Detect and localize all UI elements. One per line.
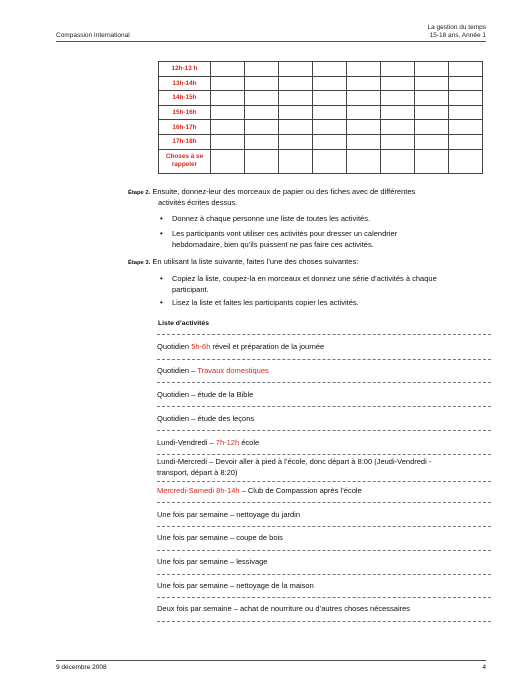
bullet-dot: •: [160, 229, 163, 238]
dashed-divider: [157, 359, 491, 360]
step2-bullet1: Donnez à chaque personne une liste de toutes les activités.: [172, 214, 371, 223]
header-org: Compassion International: [56, 32, 130, 39]
activity-item: Quotidien – Travaux domestiques: [157, 366, 269, 375]
reminders-label-line1: Choses à se: [165, 152, 204, 160]
step2-text-line1: Ensuite, donnez-leur des morceaux de papier ou des fiches avec de différentes: [152, 187, 416, 196]
time-label: 17h-18h: [159, 134, 211, 149]
schedule-row: [159, 76, 483, 91]
step3-bullet1: [172, 273, 492, 295]
step3-label: Étape 3.: [128, 260, 151, 266]
reminders-label: [159, 149, 211, 173]
activity-item: Lundi-Vendredi – 7h-12h école: [157, 438, 260, 447]
activity-item: Une fois par semaine – lessivage: [157, 557, 268, 566]
step2-text-line2: activités écrites dessus.: [158, 198, 238, 207]
header-title-line2: 15-18 ans, Année 1: [429, 32, 486, 39]
activity-item: Lundi-Mercredi – Devoir aller à pied à l’école, donc départ à 8:00 (Jeudi-Vendredi - transport, départ à 8:20): [157, 457, 432, 477]
header-title: [427, 24, 486, 40]
time-label: 13h-14h: [159, 76, 211, 91]
dashed-divider: [157, 481, 491, 482]
dashed-divider: [157, 334, 491, 335]
dashed-divider: [157, 526, 491, 527]
dashed-divider: [157, 502, 491, 503]
page-number: 4: [482, 664, 486, 671]
activity-item: Une fois par semaine – nettoyage du jardin: [157, 510, 301, 519]
activity-item: Quotidien 5h-6h réveil et préparation de la journée: [157, 342, 325, 351]
bullet-dot: •: [160, 274, 163, 283]
activity-item: Une fois par semaine – nettoyage de la maison: [157, 581, 314, 590]
reminders-label-line2: rappeler: [171, 161, 198, 169]
step2-bullet2-line1: Les participants vont utiliser ces activités pour dresser un calendrier: [172, 229, 398, 238]
schedule-row: [159, 134, 483, 149]
dashed-divider: [157, 406, 491, 407]
activity-item: Deux fois par semaine – achat de nourriture ou d’autres choses nécessaires: [157, 604, 411, 613]
header-title-line1: La gestion du temps: [427, 24, 486, 31]
header-divider: [56, 41, 486, 42]
step3-bullet1-line1: Copiez la liste, coupez-la en morceaux et donnez une série d’activités à chaque: [172, 274, 437, 283]
dashed-divider: [157, 550, 491, 551]
step2-bullet2-line2: hebdomadaire, bien qu’ils puissent ne pas faire ces activités.: [172, 240, 374, 249]
activity-item: Une fois par semaine – coupe de bois: [157, 533, 283, 542]
footer-divider: [56, 660, 486, 661]
schedule-row-reminders: [159, 149, 483, 173]
footer-date: 9 décembre 2008: [56, 664, 107, 671]
schedule-table: [158, 61, 483, 174]
schedule-row: [159, 91, 483, 106]
step3-bullet2: Lisez la liste et faites les participants copier les activités.: [172, 298, 359, 307]
dashed-divider: [157, 430, 491, 431]
bullet-dot: •: [160, 298, 163, 307]
time-label: 16h-17h: [159, 120, 211, 135]
step3-bullet1-line2: participant.: [172, 285, 209, 294]
activity-item: Mercredi-Samedi 8h-14h – Club de Compassion après l’école: [157, 486, 362, 495]
dashed-divider: [157, 621, 491, 622]
time-label: 15h-16h: [159, 105, 211, 120]
schedule-row: [159, 62, 483, 77]
dashed-divider: [157, 454, 491, 455]
schedule-row: [159, 120, 483, 135]
time-label: 14h-15h: [159, 91, 211, 106]
step3-text: En utilisant la liste suivante, faites l’une des choses suivantes:: [152, 257, 359, 266]
bullet-dot: •: [160, 214, 163, 223]
activity-item: Quotidien – étude des leçons: [157, 414, 255, 423]
activity-item: Quotidien – étude de la Bible: [157, 390, 254, 399]
dashed-divider: [157, 382, 491, 383]
step2-label: Étape 2.: [128, 190, 151, 196]
dashed-divider: [157, 574, 491, 575]
dashed-divider: [157, 597, 491, 598]
schedule-row: [159, 105, 483, 120]
step2-bullet2: [172, 228, 492, 250]
time-label: 12h-13 h: [159, 62, 211, 77]
step3-paragraph: [128, 256, 358, 269]
activities-title: Liste d’activités: [158, 320, 209, 327]
